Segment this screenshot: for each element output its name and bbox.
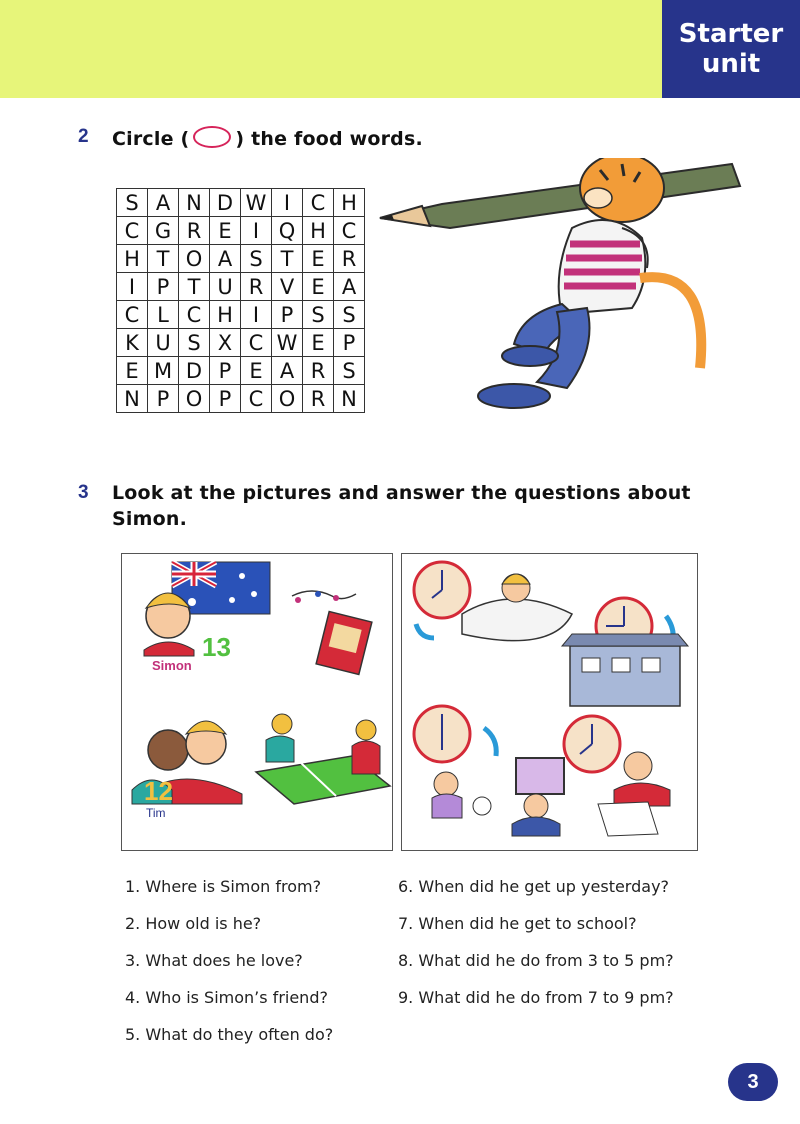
grid-cell: O [179, 245, 210, 273]
grid-cell: N [179, 189, 210, 217]
grid-cell: E [303, 273, 334, 301]
exercise-3-line1: Look at the pictures and answer the questions about [112, 482, 691, 504]
grid-cell: R [334, 245, 365, 273]
simon-label: Simon [152, 658, 192, 673]
grid-cell: D [210, 189, 241, 217]
grid-cell: G [148, 217, 179, 245]
grid-cell: C [303, 189, 334, 217]
grid-cell: T [179, 273, 210, 301]
picture-panel-right [401, 553, 698, 851]
grid-cell: R [179, 217, 210, 245]
grid-cell: O [272, 385, 303, 413]
grid-cell: E [303, 329, 334, 357]
exercise-2-text-before: Circle ( [112, 128, 190, 150]
grid-cell: P [148, 273, 179, 301]
grid-cell: C [117, 217, 148, 245]
grid-cell: P [210, 357, 241, 385]
grid-cell: S [334, 357, 365, 385]
grid-cell: H [210, 301, 241, 329]
tim-label: Tim [146, 806, 166, 820]
grid-cell: P [148, 385, 179, 413]
grid-cell: H [117, 245, 148, 273]
grid-cell: O [179, 385, 210, 413]
grid-cell: A [272, 357, 303, 385]
question-item: 1. Where is Simon from? [125, 877, 322, 896]
grid-cell: V [272, 273, 303, 301]
grid-cell: S [334, 301, 365, 329]
grid-cell: E [117, 357, 148, 385]
grid-cell: I [272, 189, 303, 217]
grid-cell: X [210, 329, 241, 357]
grid-cell: C [179, 301, 210, 329]
word-search-grid [116, 188, 365, 413]
question-item: 4. Who is Simon’s friend? [125, 988, 328, 1007]
grid-cell: N [334, 385, 365, 413]
grid-cell: R [303, 385, 334, 413]
grid-row [117, 329, 365, 357]
grid-cell: T [272, 245, 303, 273]
question-item: 9. What did he do from 7 to 9 pm? [398, 988, 674, 1007]
grid-row [117, 189, 365, 217]
exercise-2-text-after: ) the food words. [235, 128, 423, 150]
grid-cell: E [303, 245, 334, 273]
grid-cell: I [117, 273, 148, 301]
grid-cell: S [117, 189, 148, 217]
grid-cell: N [117, 385, 148, 413]
unit-tab [662, 0, 800, 98]
question-item: 2. How old is he? [125, 914, 262, 933]
grid-cell: A [210, 245, 241, 273]
grid-cell: U [210, 273, 241, 301]
question-item: 6. When did he get up yesterday? [398, 877, 670, 896]
grid-cell: H [334, 189, 365, 217]
page-number: 3 [728, 1063, 778, 1101]
grid-cell: H [303, 217, 334, 245]
unit-tab-line2: unit [701, 49, 761, 79]
grid-cell: I [241, 301, 272, 329]
question-item: 8. What did he do from 3 to 5 pm? [398, 951, 674, 970]
tim-age-label: 12 [144, 776, 173, 806]
exercise-3-line2: Simon. [112, 508, 187, 530]
question-item: 5. What do they often do? [125, 1025, 334, 1044]
grid-cell: S [241, 245, 272, 273]
picture-panel-left [121, 553, 393, 851]
question-item: 7. When did he get to school? [398, 914, 637, 933]
grid-cell: S [179, 329, 210, 357]
grid-cell: W [241, 189, 272, 217]
grid-cell: P [210, 385, 241, 413]
exercise-3-number: 3 [78, 482, 89, 503]
grid-cell: T [148, 245, 179, 273]
grid-cell: C [117, 301, 148, 329]
grid-row [117, 357, 365, 385]
grid-cell: D [179, 357, 210, 385]
grid-cell: R [241, 273, 272, 301]
grid-cell: C [241, 385, 272, 413]
clock-icon [414, 562, 470, 618]
grid-cell: A [334, 273, 365, 301]
grid-cell: E [241, 357, 272, 385]
grid-row [117, 217, 365, 245]
grid-cell: Q [272, 217, 303, 245]
exercise-2-instruction [112, 126, 423, 150]
simon-age-label: 13 [202, 632, 231, 662]
grid-cell: S [303, 301, 334, 329]
grid-row [117, 273, 365, 301]
grid-cell: C [241, 329, 272, 357]
exercise-2-number: 2 [78, 126, 89, 147]
grid-cell: A [148, 189, 179, 217]
grid-cell: P [334, 329, 365, 357]
grid-cell: W [272, 329, 303, 357]
grid-cell: E [210, 217, 241, 245]
simon-day-illustration [402, 554, 697, 850]
grid-cell: P [272, 301, 303, 329]
oval-icon [193, 126, 231, 148]
unit-tab-line1: Starter [678, 19, 784, 49]
tiger-pencil-illustration [372, 158, 742, 414]
grid-cell: M [148, 357, 179, 385]
grid-row [117, 385, 365, 413]
header-band [0, 0, 662, 98]
question-item: 3. What does he love? [125, 951, 303, 970]
grid-cell: R [303, 357, 334, 385]
grid-cell: U [148, 329, 179, 357]
grid-row [117, 245, 365, 273]
grid-cell: L [148, 301, 179, 329]
grid-cell: I [241, 217, 272, 245]
grid-cell: C [334, 217, 365, 245]
grid-cell: K [117, 329, 148, 357]
grid-row [117, 301, 365, 329]
